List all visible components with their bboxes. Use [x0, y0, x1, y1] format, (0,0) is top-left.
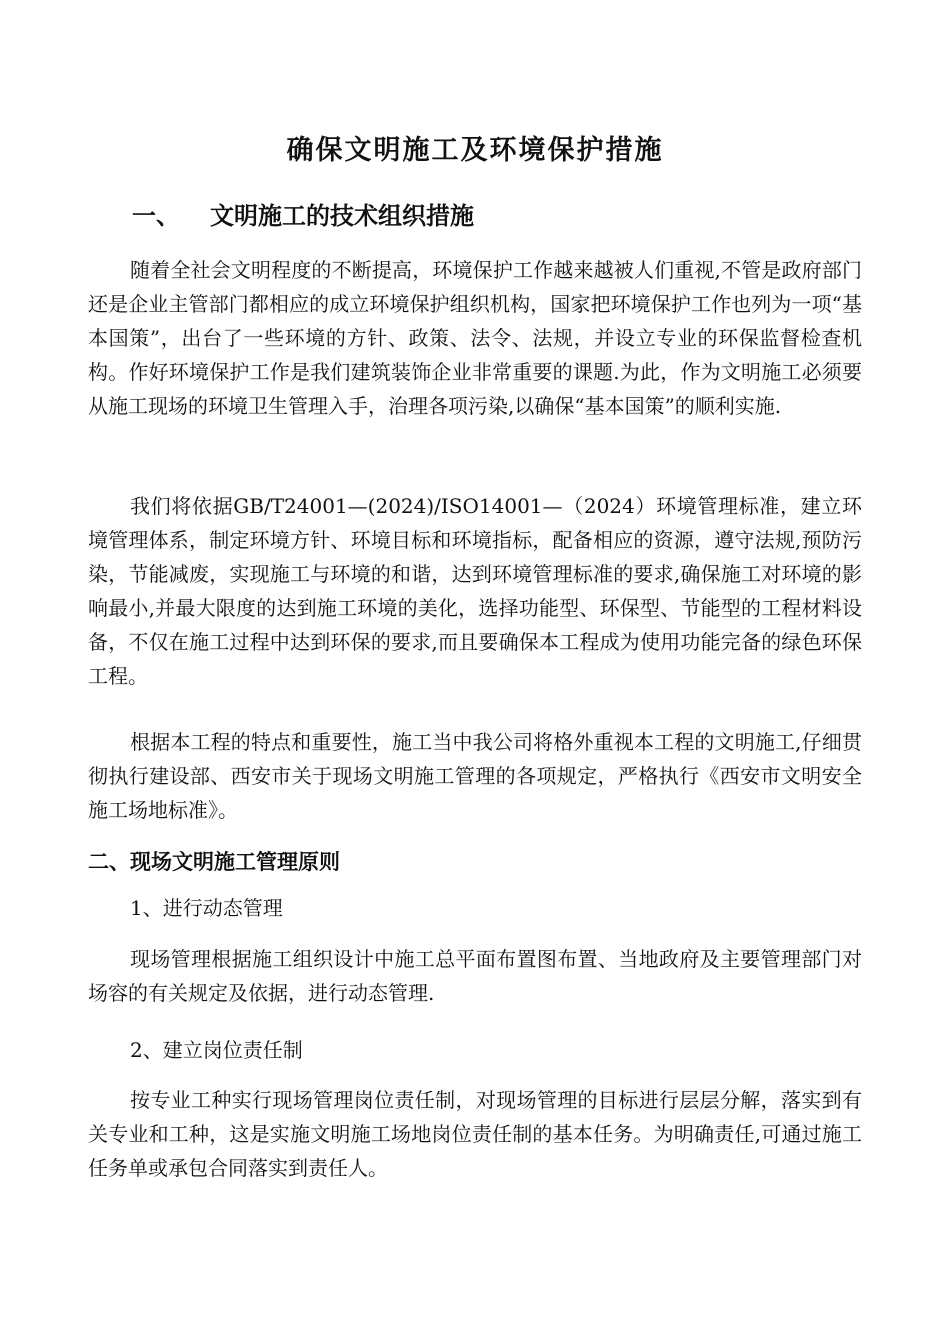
- section-1-heading: [132, 196, 474, 231]
- item-1-paragraph: 现场管理根据施工组织设计中施工总平面布置图布置、当地政府及主要管理部门对场容的有关规定及依据，进行动态管理.: [88, 947, 862, 1005]
- section-1-heading-text: 文明施工的技术组织措施: [210, 202, 474, 230]
- item-2-heading: 2、建立岗位责任制: [130, 1038, 303, 1062]
- item-2-paragraph: 按专业工种实行现场管理岗位责任制，对现场管理的目标进行层层分解，落实到有关专业和工种，这是实施文明施工场地岗位责任制的基本任务。为明确责任,可通过施工任务单或承包合同落实到责任人。: [88, 1088, 862, 1180]
- paragraph-2: 我们将依据GB/T24001—(2024)/ISO14001—（2024）环境管理标准，建立环境管理体系，制定环境方针、环境目标和环境指标，配备相应的资源，遵守法规,预防污染，节能减废，实现施工与环境的和谐，达到环境管理标准的要求,确保施工对环境的影响最小,并最大限度的达到施工环境的美化，选择功能型、环保型、节能型的工程材料设备，不仅在施工过程中达到环保的要求,而且要确保本工程成为使用功能完备的绿色环保工程。: [88, 494, 862, 688]
- paragraph-3: 根据本工程的特点和重要性，施工当中我公司将格外重视本工程的文明施工,仔细贯彻执行建设部、西安市关于现场文明施工管理的各项规定，严格执行《西安市文明安全施工场地标准》。: [88, 730, 862, 822]
- section-1-number: 一、: [132, 202, 180, 230]
- item-1-heading: 1、进行动态管理: [130, 896, 283, 920]
- document-title: 确保文明施工及环境保护措施: [286, 135, 664, 166]
- paragraph-1: 随着全社会文明程度的不断提高，环境保护工作越来越被人们重视,不管是政府部门还是企业主管部门都相应的成立环境保护组织机构，国家把环境保护工作也列为一项“基本国策”，出台了一些环境的方针、政策、法令、法规，并设立专业的环保监督检查机构。作好环境保护工作是我们建筑装饰企业非常重要的课题.为此，作为文明施工必须要从施工现场的环境卫生管理入手，治理各项污染,以确保“基本国策”的顺利实施.: [88, 258, 862, 418]
- section-2-heading: 二、现场文明施工管理原则: [88, 850, 340, 874]
